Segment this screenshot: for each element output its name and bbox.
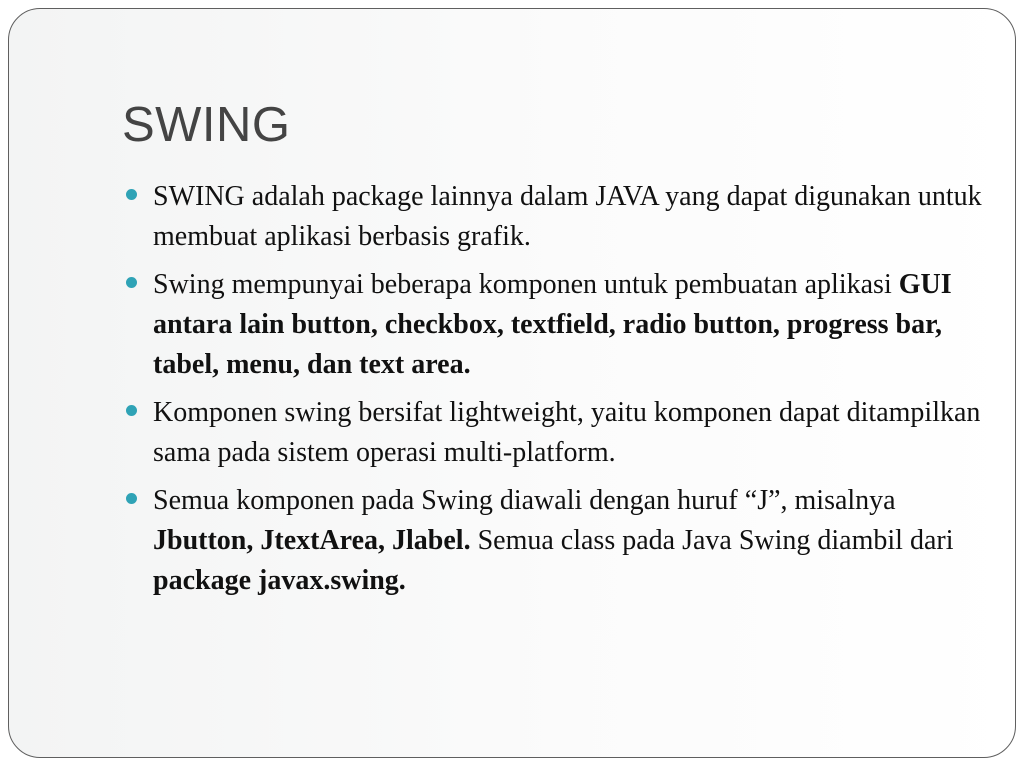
bullet-text: Semua class pada Java Swing diambil dari (470, 525, 954, 556)
bullet-item-1 (153, 177, 983, 257)
bullet-bold-text: package javax.swing. (153, 565, 406, 596)
bullet-text: SWING adalah package lainnya dalam JAVA yang dapat digunakan untuk membuat aplikasi berbasis grafik. (153, 181, 982, 252)
bullet-bold-text: Jbutton, JtextArea, Jlabel. (153, 525, 471, 556)
bullet-text: Swing mempunyai beberapa komponen untuk pembuatan aplikasi (153, 269, 899, 300)
bullet-item-4 (153, 481, 983, 601)
bullet-item-3 (153, 393, 983, 473)
slide-frame (8, 8, 1016, 758)
bullet-dot-icon (126, 277, 137, 288)
bullet-list (153, 177, 983, 609)
bullet-item-2 (153, 265, 983, 385)
bullet-text: Komponen swing bersifat lightweight, yaitu komponen dapat ditampilkan sama pada sistem operasi multi-platform. (153, 397, 981, 468)
bullet-bold-text: GUI antara lain button, checkbox, textfield, radio button, progress bar, tabel, menu, dan text area. (153, 269, 952, 380)
bullet-text: Semua komponen pada Swing diawali dengan huruf “J”, misalnya (153, 485, 896, 516)
bullet-dot-icon (126, 189, 137, 200)
bullet-dot-icon (126, 405, 137, 416)
slide-title: SWING (122, 98, 291, 152)
bullet-dot-icon (126, 493, 137, 504)
